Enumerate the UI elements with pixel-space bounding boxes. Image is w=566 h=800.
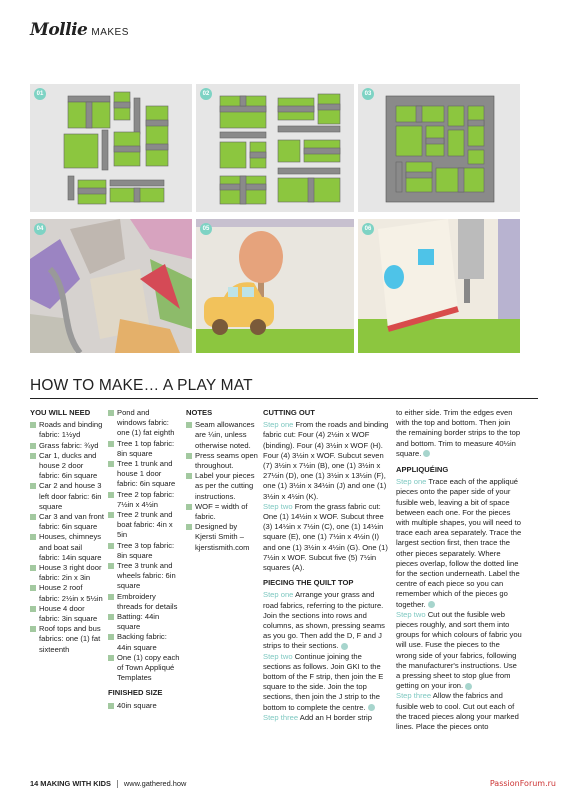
page-title: HOW TO MAKE… A PLAY MAT (30, 377, 253, 394)
step-ref-icon (368, 704, 375, 711)
list-item: Press seams open throughout. (186, 451, 258, 471)
photo-step-6 (358, 219, 520, 353)
you-will-need-col2 (108, 408, 180, 711)
list-item: Tree 3 trunk and wheels fabric: 6in square (108, 561, 180, 592)
footer-divider (117, 780, 118, 788)
step-badge: 01 (34, 88, 46, 100)
title-divider (30, 398, 538, 399)
fabric-scraps-image (30, 219, 192, 353)
section-label: MAKES (91, 27, 129, 38)
list-item: Embroidery threads for details (108, 592, 180, 612)
magazine-header (30, 20, 129, 44)
step-badge: 03 (362, 88, 374, 100)
paragraph: Step one Arrange your grass and road fabrics, referring to the picture. Join the sections into rows and columns, as shown, pressing seams as you go. Then add the D, F and J strips to their sections. (263, 590, 385, 651)
list-item: Backing fabric: 44in square (108, 632, 180, 652)
list-item: Seam allowances are ¼in, unless otherwise noted. (186, 420, 258, 451)
applique-col (396, 408, 522, 732)
list-item: Tree 1 top fabric: 8in square (108, 439, 180, 459)
list-item: Tree 1 trunk and house 1 door fabric: 6in square (108, 459, 180, 490)
paragraph: Step two Continue joining the sections as follows. Join GKI to the bottom of the F strip, then join the E square to the side. Join the top sections, then join the J strip to the bottom to complete the centre. (263, 651, 384, 712)
notes-col (186, 408, 258, 553)
piecing-heading: PIECING THE QUILT TOP (263, 578, 354, 588)
list-item: Tree 2 trunk and boat fabric: 4in x 5in (108, 510, 180, 541)
step-badge: 06 (362, 223, 374, 235)
cutting-piecing-col (263, 408, 389, 723)
step-ref-icon (428, 601, 435, 608)
page-number: 14 (30, 779, 39, 788)
step-badge: 04 (34, 223, 46, 235)
paragraph: to either side. Trim the edges even with the top and bottom. Then join the remaining border strips to the top and bottom. Trim to measure 40½in square. (396, 408, 521, 458)
photo-step-4 (30, 219, 192, 353)
list-item: Pond and windows fabric: one (1) fat eighth (108, 408, 180, 439)
magazine-name: MAKING WITH KIDS (40, 779, 111, 788)
list-item: Car 3 and van front fabric: 6in square (30, 512, 104, 532)
watermark: PassionForum.ru (489, 779, 556, 788)
paragraph: Step three Allow the fabrics and fusible web to cool. Cut out each of the traced pieces along your marked lines. Place the pieces onto (396, 691, 519, 732)
list-item: Car 1, ducks and house 2 door fabric: 6in square (30, 451, 104, 482)
page-footer (30, 779, 186, 788)
sewing-applique-image (358, 219, 520, 353)
list-item: Houses, chimneys and boat sail fabric: 14in square (30, 532, 104, 563)
photo-step-5 (196, 219, 354, 353)
layout-diagram-2 (196, 84, 354, 212)
list-item: Designed by Kjersti Smith – kjerstismith.com (186, 522, 258, 553)
list-item: Roof tops and bus fabrics: one (1) fat sixteenth (30, 624, 104, 655)
list-item: Label your pieces as per the cutting instructions. (186, 471, 258, 502)
list-item: One (1) copy each of Town Appliqué Templates (108, 653, 180, 684)
applique-heading: APPLIQUÉING (396, 465, 449, 475)
step-badge: 05 (200, 223, 212, 235)
notes-heading: NOTES (186, 408, 213, 417)
you-will-need-heading: YOU WILL NEED (30, 408, 91, 417)
finished-size-heading: FINISHED SIZE (108, 688, 163, 698)
step-badge: 02 (200, 88, 212, 100)
list-item: Grass fabric: ¾yd (30, 441, 104, 451)
step-ref-icon (341, 643, 348, 650)
list-item: 40in square (108, 701, 180, 711)
diagram-step-2 (196, 84, 354, 212)
list-item: WOF = width of fabric. (186, 502, 258, 522)
step-ref-icon (465, 683, 472, 690)
list-item: Tree 3 top fabric: 8in square (108, 541, 180, 561)
step-ref-icon (423, 450, 430, 457)
paragraph: Step three Add an H border strip (263, 712, 372, 722)
you-will-need-col1 (30, 408, 104, 655)
list-item: House 4 door fabric: 3in square (30, 604, 104, 624)
diagram-step-3 (358, 84, 520, 212)
list-item: Batting: 44in square (108, 612, 180, 632)
list-item: Car 2 and house 3 left door fabric: 6in square (30, 481, 104, 512)
website-link[interactable]: www.gathered.how (123, 779, 187, 788)
list-item: House 3 right door fabric: 2in x 3in (30, 563, 104, 583)
paragraph: Step two From the grass fabric cut: One (1) 14½in x WOF. Subcut three (3) 14½in x 7½in (C), one (1) 14½in square (E), one (1) 7½in x 4½in (I) and one (1) 3½in x 4½in (G). One (1) 7½in x WOF. Subcut five (5) 7½in squares (A). (263, 501, 388, 573)
paragraph: Step two Cut out the fusible web pieces roughly, and sort them into groups for which colours of fabric you will use. Fuse the pieces to the wrong side of your fabrics, following the manufacturer's instructions. Use a pressing sheet to stop glue from getting on your iron. (396, 609, 522, 691)
brand-logo: Mollie (30, 20, 88, 40)
diagram-step-1 (30, 84, 192, 212)
list-item: House 2 roof fabric: 2½in x 5½in (30, 583, 104, 603)
list-item: Tree 2 top fabric: 7½in x 4½in (108, 490, 180, 510)
cutting-out-heading: CUTTING OUT (263, 408, 315, 417)
list-item: Roads and binding fabric: 1½yd (30, 420, 104, 440)
car-and-tree-applique-image (196, 219, 354, 353)
paragraph: Step one Trace each of the appliqué pieces onto the paper side of your fusible web, leaving a bit of space between each one. For the pieces with multiple shapes, you will need to trace each area separately. Trace the largest section first, then trace the other pieces separately. Where pieces overlap, follow the dotted line for the section underneath. Label the centre of each piece so you can remember which of the pieces go together. (396, 477, 522, 609)
layout-diagram-1 (30, 84, 192, 212)
paragraph: Step one From the roads and binding fabric cut: Four (4) 2½in x WOF (binding). Four (4) 3½in x WOF (H). Four (4) 3½in x WOF. Subcut seven (7) 3½in x 7½in (B), one (1) 3½in x 27½in (D), one (1) 3½in x 13½in (F), one (1) 3½in x 34½in (J) and one (1) 3½in x 4½in (K). (263, 420, 389, 501)
layout-diagram-3 (358, 84, 520, 212)
